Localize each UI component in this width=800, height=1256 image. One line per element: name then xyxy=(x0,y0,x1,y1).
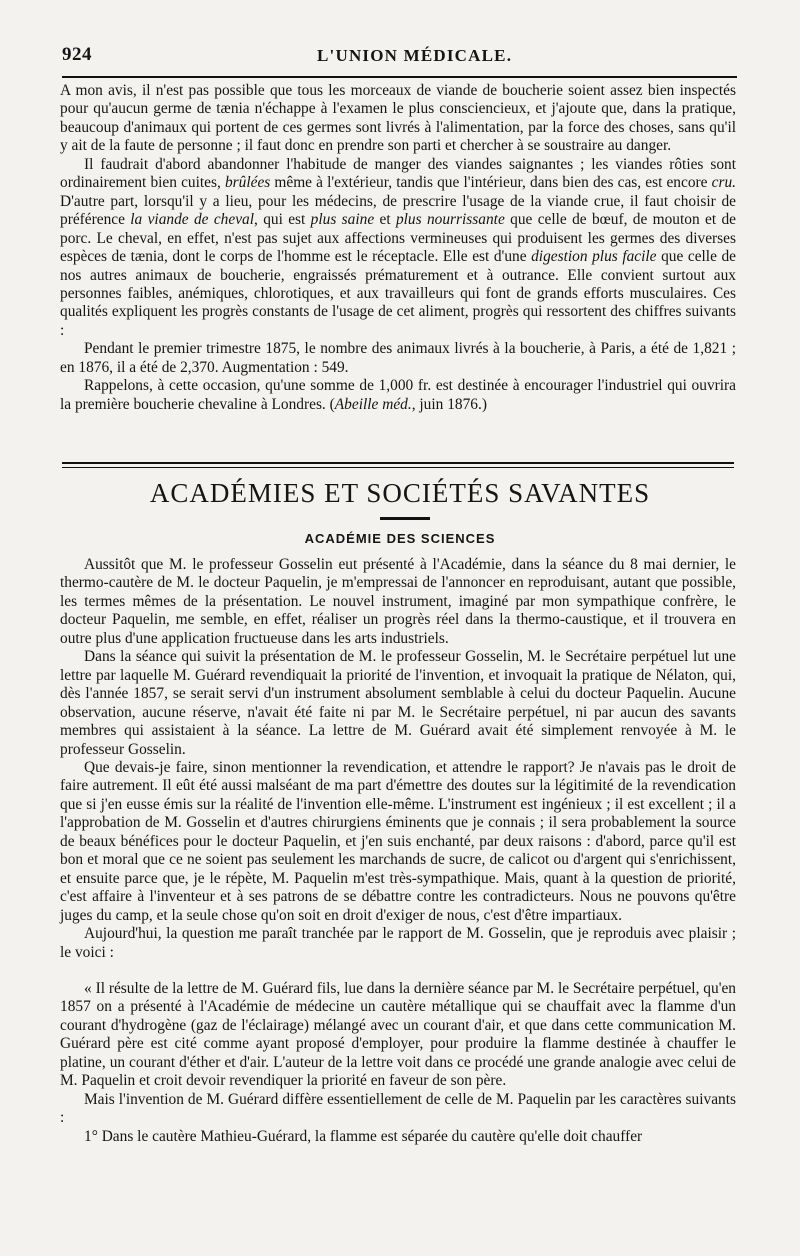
paragraph: Mais l'invention de M. Guérard diffère essentiellement de celle de M. Paquelin par les caractères suivants : xyxy=(60,1090,736,1127)
running-title: L'UNION MÉDICALE. xyxy=(317,46,513,65)
quoted-report: « Il résulte de la lettre de M. Guérard fils, lue dans la dernière séance par M. le Secrétaire perpétuel, qu'en 1857 on a présenté à l'Académie de médecine un cautère métallique qui se chauffait avec la flamme d'un courant d'hydrogène (gaz de l'éclairage) mélangé avec un courant d'air, et que dans cette communication M. Guérard père est cité comme ayant proposé d'employer, pour produire la flamme destinée à chauffer le platine, un courant d'éther et d'air. L'auteur de la lettre voit dans ce procédé une grande analogie avec celui de M. Paquelin et croit devoir revendiquer la priorité en faveur de son père. xyxy=(60,979,736,1090)
section-divider xyxy=(62,462,734,468)
section-subtitle: ACADÉMIE DES SCIENCES xyxy=(304,531,496,546)
paragraph: Aussitôt que M. le professeur Gosselin eut présenté à l'Académie, dans la séance du 8 mai dernier, le thermo-cautère de M. le docteur Paquelin, je m'empressai de l'annoncer en reproduisant, autant que possible, les termes mêmes de la présentation. Le nouvel instrument, imaginé par mon sympathique confrère, le docteur Paquelin, me semble, en effet, réaliser un progrès réel dans la thermo-caustique, et il trouvera en outre plus d'une application fructueuse dans les arts industriels. xyxy=(60,556,736,647)
section-title: ACADÉMIES ET SOCIÉTÉS SAVANTES xyxy=(149,478,651,508)
page-header xyxy=(62,44,732,74)
page-number: 924 xyxy=(62,44,92,65)
paragraph: Il faudrait d'abord abandonner l'habitude de manger des viandes saignantes ; les viandes rôties sont ordinairement bien cuites, brûlées même à l'extérieur, tandis que l'intérieur, dans bien des cas, est encore cru. D'autre part, lorsqu'il y a lieu, pour les médecins, de prescrire l'usage de la viande crue, il faut choisir de préférence la viande de cheval, qui est plus saine et plus nourrissante que celle de bœuf, de mouton et de porc. Le cheval, en effet, n'est pas sujet aux affections vermineuses qui produisent les germes des diverses espèces de tænia, dont le corps de l'homme est le réceptacle. Elle est d'une digestion plus facile que celle de nos autres animaux de boucherie, engraissés prématurement et à outrance. Elle convient surtout aux personnes faibles, anémiques, chlorotiques, et aux travailleurs qui font de grands efforts musculaires. Ces qualités expliquent les progrès constants de l'usage de cet aliment, progrès qui ressortent des chiffres suivants : xyxy=(60,155,736,339)
paragraph: Pendant le premier trimestre 1875, le nombre des animaux livrés à la boucherie, à Paris, a été de 1,821 ; en 1876, il a été de 2,370. Augmentation : 549. xyxy=(60,340,736,376)
article-continuation xyxy=(60,82,736,414)
header-rule xyxy=(62,76,737,78)
academy-report xyxy=(60,556,736,1146)
title-rule xyxy=(380,517,430,520)
paragraph: Aujourd'hui, la question me paraît tranchée par le rapport de M. Gosselin, que je reproduis avec plaisir ; le voici : xyxy=(60,925,736,961)
paragraph: Que devais-je faire, sinon mentionner la revendication, et attendre le rapport? Je n'avais pas le droit de faire autrement. Il eût été aussi malséant de ma part d'émettre des doutes sur la légitimité de la revendication que si j'en eusse émis sur la réalité de l'invention elle-même. L'instrument est ingénieux ; il est excellent ; il a l'approbation de M. Gosselin et d'autres chirurgiens éminents que je connais ; il sera probablement la source de beaux bénéfices pour le docteur Paquelin, et j'en suis enchanté, par deux raisons : d'abord, parce qu'il est bon et moral que ce ne soient pas seulement les marchands de sucre, de calicot ou d'argent qui s'enrichissent, et ensuite parce que, je le répète, M. Paquelin m'est très-sympathique. Mais, quant à la question de priorité, c'est affaire à l'inventeur et à ses patrons de se débattre contre les contradicteurs. Nous ne pouvons qu'être juges du camp, et la seule chose qu'on soit en droit d'exiger de nous, c'est d'être impartiaux. xyxy=(60,758,736,924)
paragraph: Dans la séance qui suivit la présentation de M. le professeur Gosselin, M. le Secrétaire perpétuel lut une lettre par laquelle M. Guérard revendiquait la priorité de l'invention, et invoquait la pratique de Nélaton, qui, dès l'année 1857, se serait servi d'un instrument absolument semblable à celui du docteur Paquelin. Aucune observation, aucune réserve, n'avait été faite ni par M. le Secrétaire perpétuel, ni par aucun des savants membres qui assistaient à la séance. La lettre de M. Guérard avait été simplement renvoyée à M. le professeur Gosselin. xyxy=(60,648,736,758)
paragraph: Rappelons, à cette occasion, qu'une somme de 1,000 fr. est destinée à encourager l'industriel qui ouvrira la première boucherie chevaline à Londres. (Abeille méd., juin 1876.) xyxy=(60,377,736,413)
paragraph: A mon avis, il n'est pas possible que tous les morceaux de viande de boucherie soient assez bien inspectés pour qu'aucun germe de tænia n'échappe à l'examen le plus consciencieux, et j'ajoute que, dans la pratique, beaucoup d'animaux qui portent de ces germes sont livrés à l'alimentation, par la force des choses, sans qu'il y ait de la faute de personne ; il faut donc en prendre son parti et chercher à se soustraire au danger. xyxy=(60,82,736,155)
paragraph: 1° Dans le cautère Mathieu-Guérard, la flamme est séparée du cautère qu'elle doit chauffer xyxy=(84,1127,643,1145)
